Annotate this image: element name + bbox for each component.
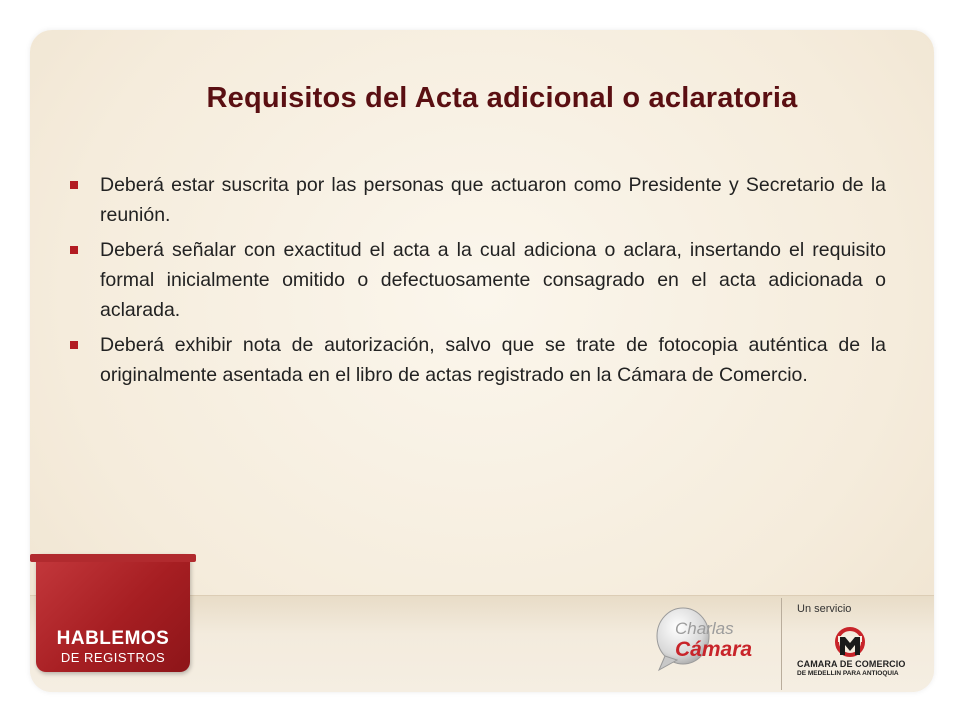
camara-comercio-icon bbox=[835, 627, 865, 657]
de-registros-label: DE REGISTROS bbox=[60, 650, 166, 665]
list-item bbox=[82, 170, 886, 230]
slide-title: Requisitos del Acta adicional o aclaratoria bbox=[206, 82, 798, 114]
banner-fold bbox=[30, 554, 196, 562]
un-servicio-label: Un servicio bbox=[797, 603, 852, 615]
bullet-text: Deberá estar suscrita por las personas que actuaron como Presidente y Secretario de la reunión. bbox=[100, 174, 886, 226]
ccm-name: CAMARA DE COMERCIO bbox=[797, 659, 906, 669]
bullet-list bbox=[82, 170, 886, 395]
charlas-word: Charlas bbox=[675, 619, 734, 638]
square-bullet-icon bbox=[70, 341, 78, 349]
bullet-text: Deberá exhibir nota de autorización, salvo que se trate de fotocopia auténtica de la originalmente asentada en el libro de actas registrado en la Cámara de Comercio. bbox=[100, 334, 886, 386]
charlas-camara-logo bbox=[655, 604, 773, 678]
hablemos-de-registros-logo bbox=[36, 554, 190, 672]
camara-word: Cámara bbox=[675, 638, 753, 661]
list-item bbox=[82, 235, 886, 325]
bullet-text: Deberá señalar con exactitud el acta a la cual adiciona o aclara, insertando el requisito formal inicialmente omitido o defectuosamente consagrado en el acta adicionada o aclarada. bbox=[100, 239, 886, 321]
hablemos-label: HABLEMOS bbox=[56, 628, 170, 649]
ccm-subtitle: DE MEDELLIN PARA ANTIOQUIA bbox=[797, 670, 899, 677]
square-bullet-icon bbox=[70, 181, 78, 189]
footer-divider bbox=[781, 598, 782, 690]
square-bullet-icon bbox=[70, 246, 78, 254]
list-item bbox=[82, 330, 886, 390]
